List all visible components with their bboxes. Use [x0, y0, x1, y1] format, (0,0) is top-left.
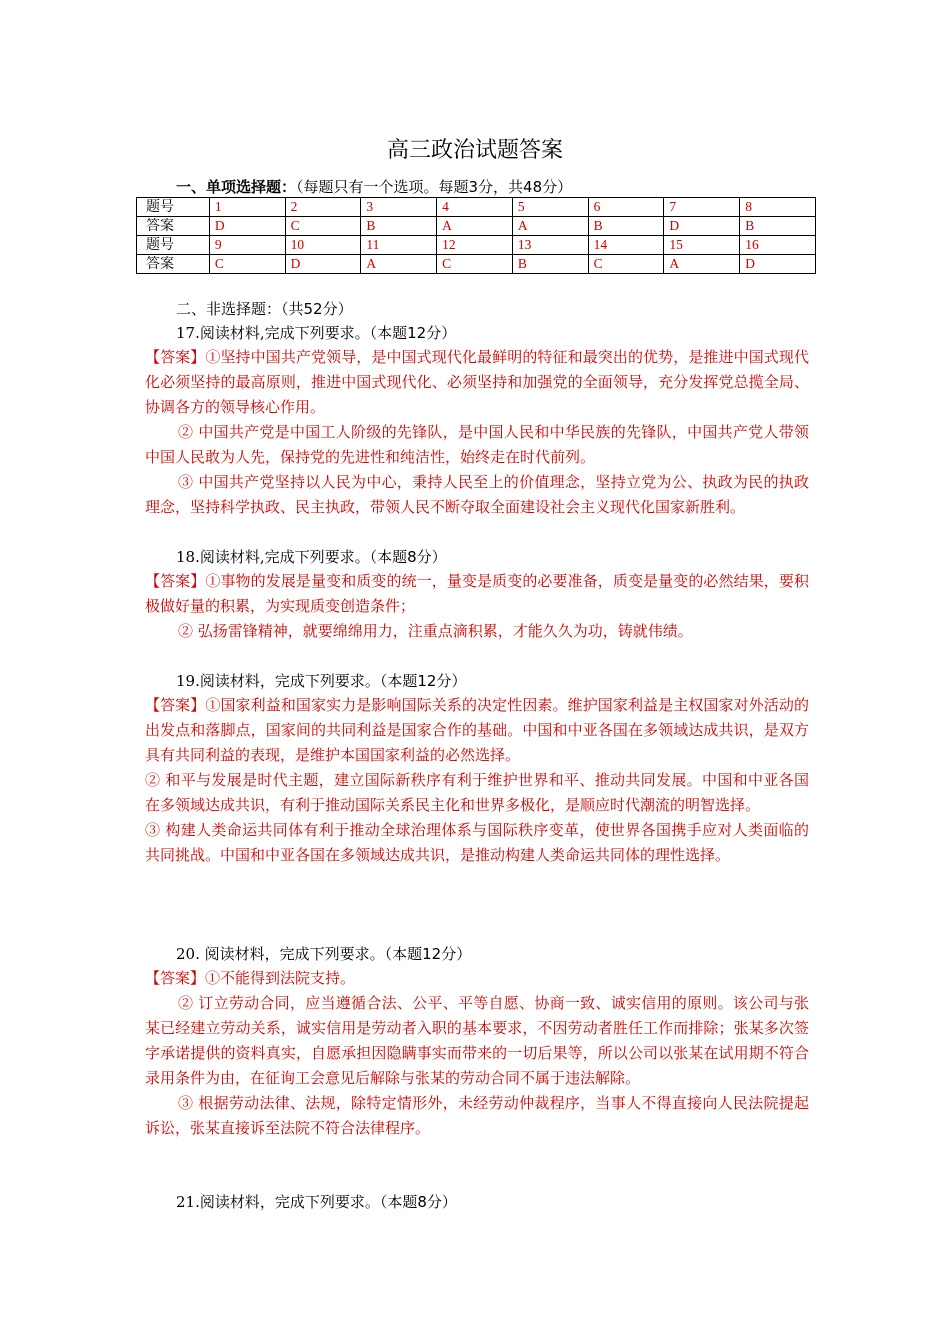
table-row	[137, 217, 816, 236]
answer-paragraph: ③ 根据劳动法律、法规，除特定情形外，未经劳动仲裁程序，当事人不得直接向人民法院提起诉讼，张某直接诉至法院不符合法律程序。	[145, 1094, 809, 1137]
question-points: （本题12分）	[379, 672, 467, 690]
row-label-ans: 答案	[137, 217, 210, 236]
question-points: （本题12分）	[384, 945, 472, 963]
question-20-title	[176, 942, 471, 966]
answer-paragraph: 【答案】①事物的发展是量变和质变的统一，量变是质变的必要准备，质变是量变的必然结果，要积极做好量的积累，为实现质变创造条件；	[145, 572, 809, 615]
question-points: （本题8分）	[379, 1193, 457, 1211]
answer-letter: D	[664, 217, 740, 236]
answer-letter: C	[209, 255, 285, 274]
question-number: 14	[588, 236, 664, 255]
question-19-title	[176, 669, 466, 693]
answer-letter: A	[361, 255, 437, 274]
question-number: 11	[361, 236, 437, 255]
table-row	[137, 236, 816, 255]
question-18-title	[176, 545, 447, 569]
answer-paragraph: ③ 中国共产党坚持以人民为中心，秉持人民至上的价值理念，坚持立党为公、执政为民的执政理念，坚持科学执政、民主执政，带领人民不断夺取全面建设社会主义现代化国家新胜利。	[145, 473, 809, 516]
question-number: 5	[512, 198, 588, 217]
question-title-text: 19.阅读材料，完成下列要求。	[176, 672, 380, 690]
question-number: 1	[209, 198, 285, 217]
section-1-note: （每题只有一个选项。每题3分，共48分）	[296, 178, 573, 196]
answer-letter: C	[588, 255, 664, 274]
section-1-label: 一、单项选择题：	[176, 178, 297, 196]
question-title-text: 17.阅读材料,完成下列要求。	[176, 324, 370, 342]
answer-paragraph: ② 弘扬雷锋精神，就要绵绵用力，注重点滴积累，才能久久为功，铸就伟绩。	[178, 622, 693, 640]
answer-table	[136, 197, 816, 274]
question-number: 15	[664, 236, 740, 255]
answer-paragraph: ② 和平与发展是时代主题，建立国际新秩序有利于维护世界和平、推动共同发展。中国和中亚各国在多领域达成共识，有利于推动国际关系民主化和世界多极化，是顺应时代潮流的明智选择。	[145, 771, 809, 814]
answer-letter: D	[209, 217, 285, 236]
row-label-ans: 答案	[137, 255, 210, 274]
answer-letter: A	[512, 217, 588, 236]
answer-letter: A	[437, 217, 513, 236]
question-19-answer	[145, 693, 809, 868]
question-20-answer	[145, 966, 809, 1141]
answer-letter: D	[740, 255, 816, 274]
question-number: 12	[437, 236, 513, 255]
answer-letter: A	[664, 255, 740, 274]
question-number: 9	[209, 236, 285, 255]
question-points: （本题8分）	[369, 548, 447, 566]
question-number: 7	[664, 198, 740, 217]
question-number: 2	[285, 198, 361, 217]
answer-paragraph: ② 订立劳动合同，应当遵循合法、公平、平等自愿、协商一致、诚实信用的原则。该公司与张某已经建立劳动关系，诚实信用是劳动者入职的基本要求，不因劳动者胜任工作而排除；张某多次签字承诺提供的资料真实，自愿承担因隐瞒事实而带来的一切后果等，所以公司以张某在试用期不符合录用条件为由，在征询工会意见后解除与张某的劳动合同不属于违法解除。	[145, 994, 809, 1087]
answer-letter: C	[437, 255, 513, 274]
answer-paragraph: 【答案】①不能得到法院支持。	[145, 969, 356, 987]
question-number: 3	[361, 198, 437, 217]
question-18-answer	[145, 569, 809, 644]
answer-letter: B	[740, 217, 816, 236]
question-number: 8	[740, 198, 816, 217]
table-row	[137, 198, 816, 217]
answer-paragraph: ② 中国共产党是中国工人阶级的先锋队，是中国人民和中华民族的先锋队，中国共产党人带领中国人民敢为人先，保持党的先进性和纯洁性，始终走在时代前列。	[145, 423, 809, 466]
question-title-text: 18.阅读材料,完成下列要求。	[176, 548, 370, 566]
question-points: （本题12分）	[369, 324, 457, 342]
answer-letter: B	[361, 217, 437, 236]
row-label-num: 题号	[137, 236, 210, 255]
answer-paragraph: 【答案】①坚持中国共产党领导，是中国式现代化最鲜明的特征和最突出的优势，是推进中国式现代化必须坚持的最高原则，推进中国式现代化、必须坚持和加强党的全面领导，充分发挥党总揽全局、协调各方的领导核心作用。	[145, 348, 809, 416]
question-number: 16	[740, 236, 816, 255]
question-17-title	[176, 321, 456, 345]
question-number: 10	[285, 236, 361, 255]
question-title-text: 20. 阅读材料，完成下列要求。	[176, 945, 385, 963]
answer-letter: D	[285, 255, 361, 274]
answer-letter: B	[512, 255, 588, 274]
question-21-title	[176, 1190, 457, 1214]
question-number: 4	[437, 198, 513, 217]
answer-letter: B	[588, 217, 664, 236]
row-label-num: 题号	[137, 198, 210, 217]
question-number: 6	[588, 198, 664, 217]
section-2-note: （共52分）	[281, 300, 353, 318]
page-title: 高三政治试题答案	[386, 138, 563, 163]
section-1-heading	[176, 176, 572, 198]
answer-paragraph: ③ 构建人类命运共同体有利于推动全球治理体系与国际秩序变革，使世界各国携手应对人类面临的共同挑战。中国和中亚各国在多领域达成共识，是推动构建人类命运共同体的理性选择。	[145, 821, 809, 864]
answer-paragraph: 【答案】①国家利益和国家实力是影响国际关系的决定性因素。维护国家利益是主权国家对外活动的出发点和落脚点，国家间的共同利益是国家合作的基础。中国和中亚各国在多领域达成共识，是双方具有共同利益的表现，是维护本国国家利益的必然选择。	[145, 696, 809, 764]
answer-letter: C	[285, 217, 361, 236]
table-row	[137, 255, 816, 274]
question-number: 13	[512, 236, 588, 255]
question-17-answer	[145, 345, 809, 520]
question-title-text: 21.阅读材料，完成下列要求。	[176, 1193, 380, 1211]
section-2-label: 二、非选择题：	[176, 300, 282, 318]
section-2-heading	[176, 298, 353, 320]
